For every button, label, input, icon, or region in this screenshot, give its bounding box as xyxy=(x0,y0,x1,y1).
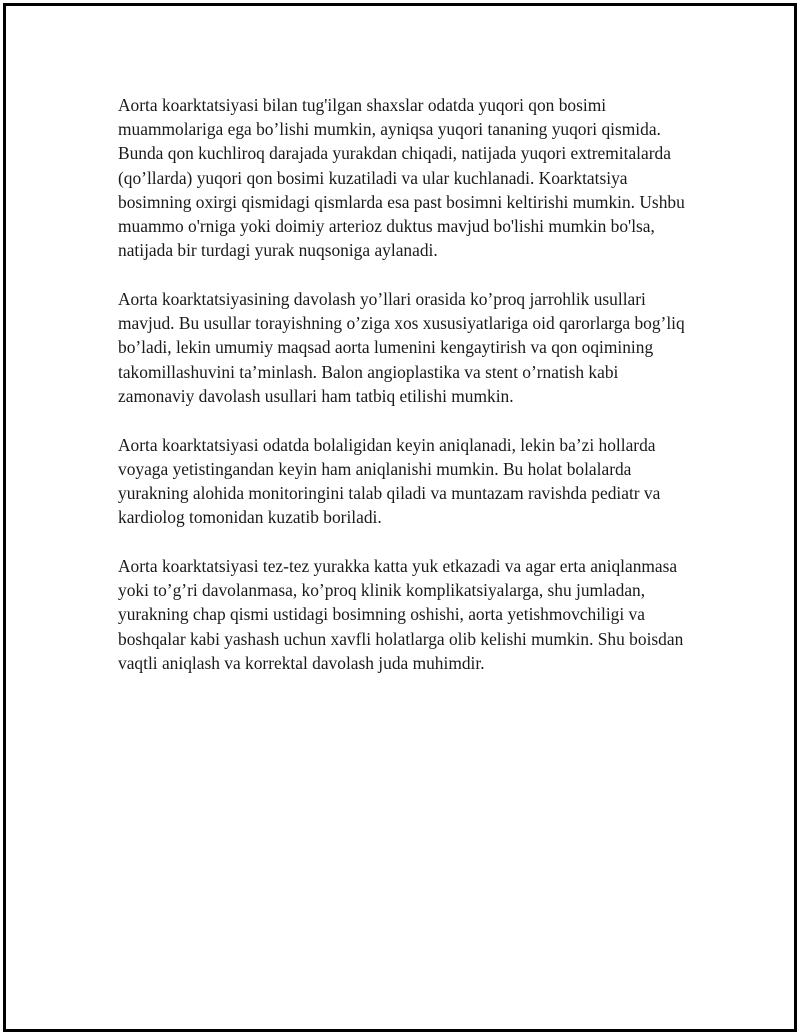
paragraph-3: Aorta koarktatsiyasi odatda bolaligidan keyin aniqlanadi, lekin ba’zi hollarda voyaga yetistingandan keyin ham aniqlanishi mumkin. Bu holat bolalarda yurakning alohida monitoringini talab qiladi va muntazam ravishda pediatr va kardiolog tomonidan kuzatib boriladi. xyxy=(118,434,661,528)
paragraph-4: Aorta koarktatsiyasi tez-tez yurakka katta yuk etkazadi va agar erta aniqlanmasa yoki to’g’ri davolanmasa, ko’proq klinik komplikatsiyalarga, shu jumladan, yurakning chap qismi ustidagi bosimning oshishi, aorta yetishmovchiligi va boshqalar kabi yashash uchun xavfli holatlarga olib kelishi mumkin. Shu boisdan vaqtli aniqlash va korrektal davolash juda muhimdir. xyxy=(118,556,684,673)
paragraph-1: Aorta koarktatsiyasi bilan tug'ilgan shaxslar odatda yuqori qon bosimi muammolariga ega bo’lishi mumkin, ayniqsa yuqori tananing yuqori qismida. Bunda qon kuchliroq darajada yurakdan chiqadi, natijada yuqori extremitalarda (qo’llarda) yuqori qon bosimi kuzatiladi va ular kuchlanadi. Koarktatsiya bosimning oxirgi qismidagi qismlarda esa past bosimni keltirishi mumkin. Ushbu muammo o'rniga yoki doimiy arterioz duktus mavjud bo'lishi mumkin bo'lsa, natijada bir turdagi yurak nuqsoniga aylanadi. xyxy=(118,95,685,261)
paragraph-2: Aorta koarktatsiyasining davolash yo’llari orasida ko’proq jarrohlik usullari mavjud. Bu usullar torayishning o’ziga xos xususiyatlariga oid qarorlarga bog’liq bo’ladi, lekin umumiy maqsad aorta lumenini kengaytirish va qon oqimining takomillashuvini ta’minlash. Balon angioplastika va stent o’rnatish kabi zamonaviy davolash usullari ham tatbiq etilishi mumkin. xyxy=(118,289,685,406)
document-body xyxy=(118,93,688,700)
